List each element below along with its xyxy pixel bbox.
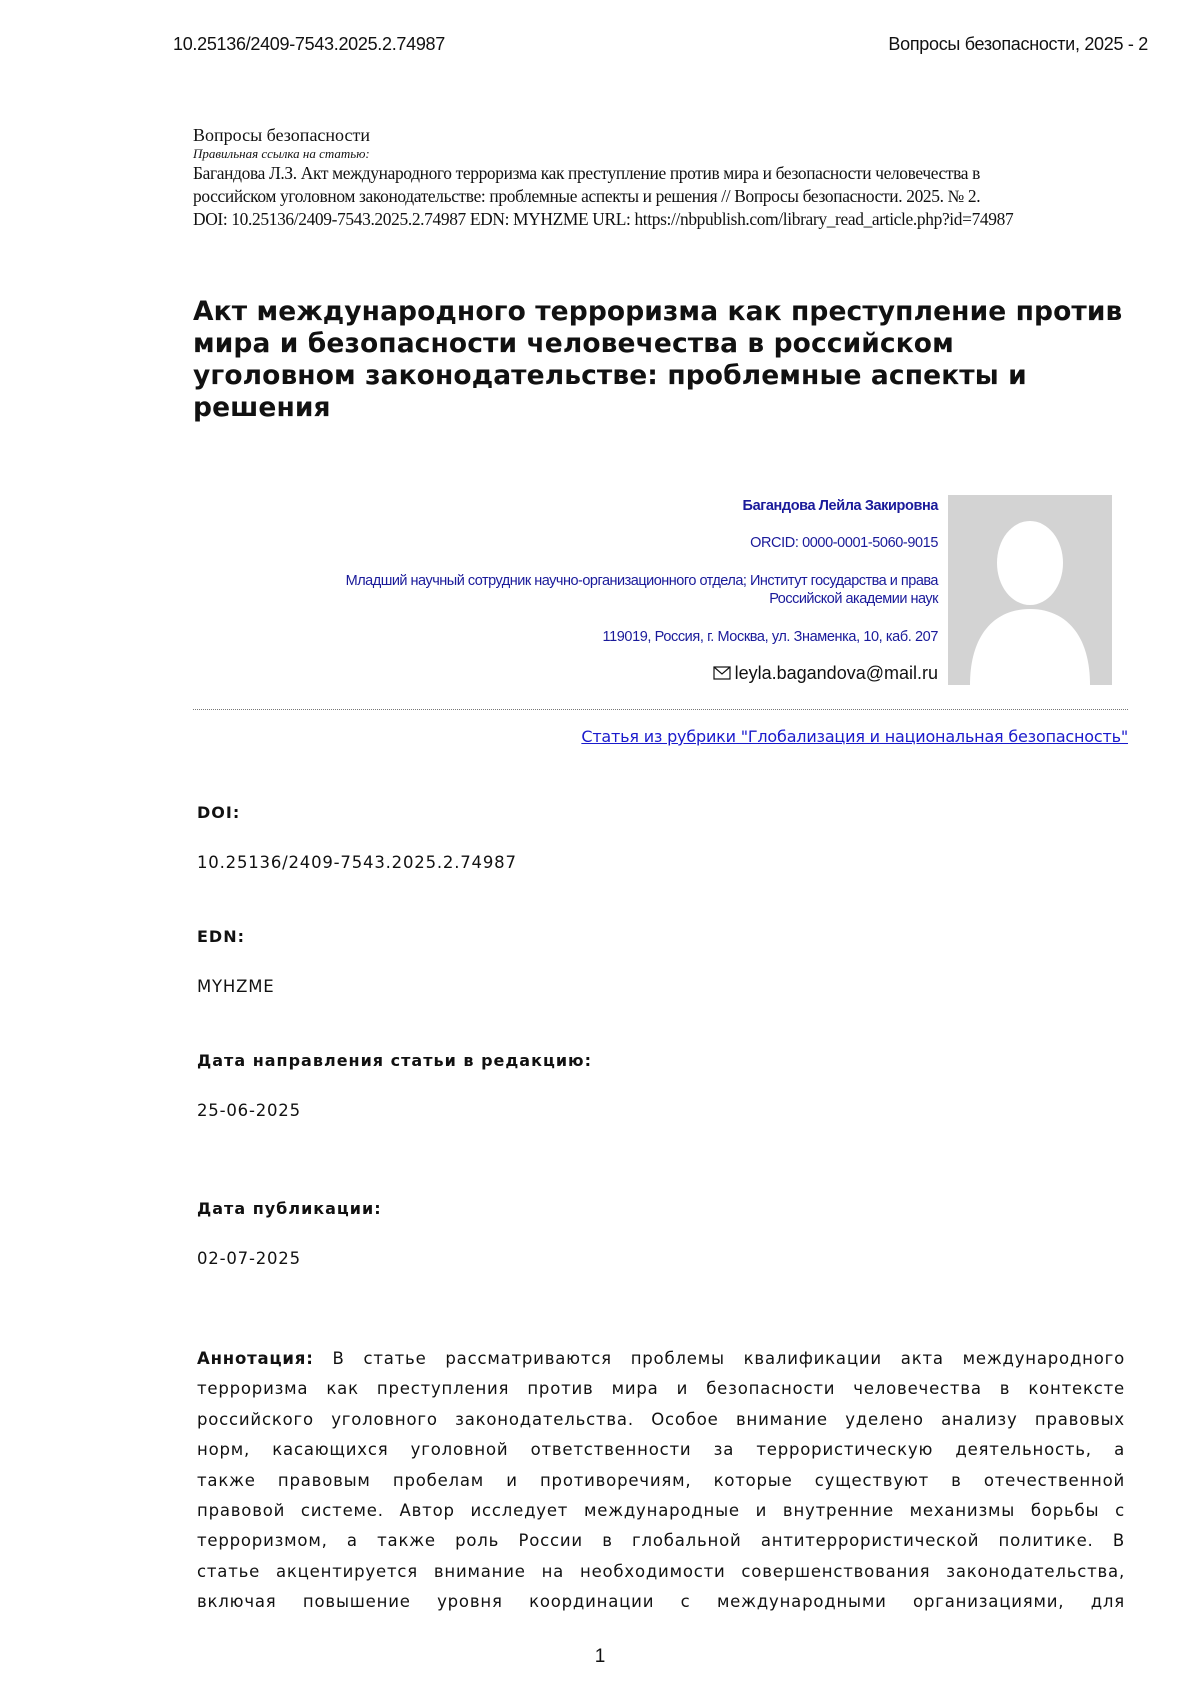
page-number: 1 [594,1646,606,1667]
abstract-line: также правовым пробелам и противоречиям, которые существуют в отечественной [197,1470,1125,1490]
citation-line: Багандова Л.З. Акт международного терроризма как преступление против мира и безопасности человечества в [193,163,981,183]
author-orcid[interactable]: ORCID: 0000-0001-5060-9015 [750,535,938,551]
rubric-link[interactable]: Статья из рубрики "Глобализация и национальная безопасность" [581,727,1128,746]
abstract [197,1344,1125,1618]
citation-line[interactable]: DOI: 10.25136/2409-7543.2025.2.74987 EDN: MYHZME URL: https://nbpublish.com/library_read_article.php?id=74987 [193,209,1014,229]
header-doi: 10.25136/2409-7543.2025.2.74987 [173,34,445,54]
published-section [197,1199,382,1268]
edn-section [197,927,275,996]
citation-block [193,124,1153,231]
author-affiliation [238,572,938,608]
citation-label: Правильная ссылка на статью: [193,146,370,161]
author-email[interactable]: leyla.bagandova@mail.ru [734,663,938,683]
submitted-section [197,1051,592,1120]
title-line: решения [193,392,331,423]
author-avatar [948,495,1112,685]
abstract-line: норм, касающихся уголовной ответственности за террористическую деятельность, а [197,1440,1125,1460]
header-journal-issue: Вопросы безопасности, 2025 - 2 [888,34,1148,54]
abstract-line: правовой системе. Автор исследует международные и внутренние механизмы борьбы с [197,1501,1125,1521]
abstract-line: терроризма как преступления против мира и безопасности человечества в контексте [197,1379,1125,1399]
abstract-line: включая повышение уровня координации с международными организациями, для [197,1592,1125,1612]
citation-journal: Вопросы безопасности [193,125,370,145]
published-value: 02-07-2025 [197,1249,301,1268]
doi-section [197,803,517,872]
running-header [0,34,1200,62]
abstract-line: Аннотация: В статье рассматриваются проблемы квалификации акта международного [197,1349,1126,1368]
abstract-label: Аннотация: [197,1349,314,1368]
abstract-line: статье акцентируется внимание на необходимости совершенствования законодательства, [197,1561,1125,1581]
title-line: Акт международного терроризма как преступление против [193,296,1123,327]
submitted-value: 25-06-2025 [197,1101,301,1120]
title-line: уголовном законодательстве: проблемные аспекты и [193,360,1027,391]
citation-line: российском уголовном законодательстве: проблемные аспекты и решения // Вопросы безопасности. 2025. № 2. [193,186,981,206]
affiliation-line: Российской академии наук [769,591,938,607]
person-silhouette-icon [948,495,1112,685]
author-name: Багандова Лейла Закировна [742,498,938,514]
article-title [193,296,1143,424]
abstract-line: терроризмом, а также роль России в глобальной антитеррористической политике. В [197,1531,1125,1551]
section-divider [193,709,1128,710]
abstract-line: российского уголовного законодательства. Особое внимание уделено анализу правовых [197,1409,1125,1429]
published-label: Дата публикации: [197,1199,382,1218]
doi-label: DOI: [197,803,241,822]
author-address: 119019, Россия, г. Москва, ул. Знаменка, 10, каб. 207 [602,629,938,645]
envelope-icon [713,666,731,680]
author-email-row[interactable] [238,662,938,684]
edn-label: EDN: [197,927,245,946]
title-line: мира и безопасности человечества в российском [193,328,954,359]
affiliation-line: Младший научный сотрудник научно-организационного отдела; Институт государства и права [345,573,938,589]
author-block [238,497,938,684]
submitted-label: Дата направления статьи в редакцию: [197,1051,592,1070]
edn-value: MYHZME [197,977,275,996]
doi-value[interactable]: 10.25136/2409-7543.2025.2.74987 [197,853,517,872]
